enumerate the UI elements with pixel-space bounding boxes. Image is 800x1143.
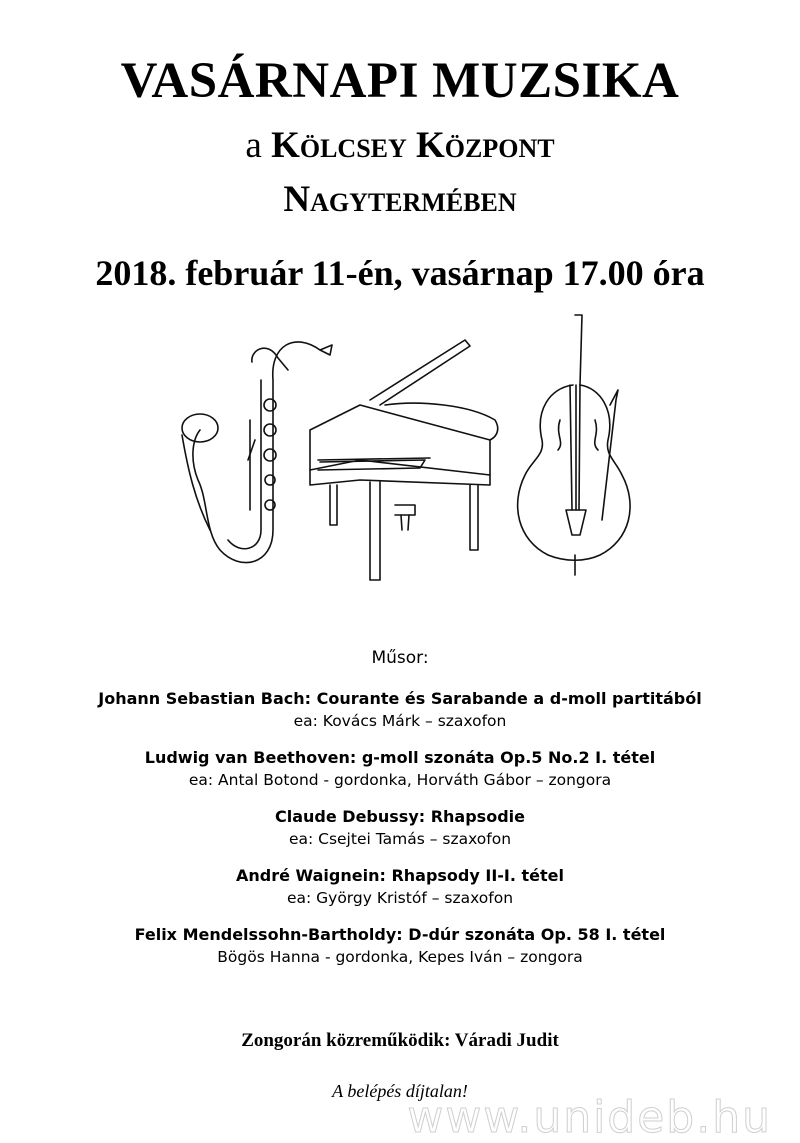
performers: ea: Kovács Márk – szaxofon [293, 712, 507, 730]
page-title: VASÁRNAPI MUZSIKA [120, 53, 680, 109]
piece-title: Felix Mendelssohn-Bartholdy: D-dúr szonáta Op. 58 I. tétel [134, 925, 666, 944]
venue-line [0, 124, 800, 167]
hall-name: Nagytermében [283, 179, 517, 220]
performers: ea: Csejtei Tamás – szaxofon [288, 830, 512, 848]
program-item [0, 747, 800, 791]
performers: ea: György Kristóf – szaxofon [286, 889, 514, 907]
piece-title: André Waignein: Rhapsody II-I. tétel [236, 866, 564, 885]
accompanist-note: Zongorán közreműködik: Váradi Judit [241, 1030, 559, 1051]
double-bass-icon [518, 315, 630, 575]
venue-name: Kölcsey Központ [271, 125, 555, 166]
performers: ea: Antal Botond - gordonka, Horváth Gábor – zongora [188, 771, 612, 789]
admission-note: A belépés díjtalan! [332, 1081, 468, 1101]
watermark: www.unideb.hu [407, 1092, 772, 1143]
program-item [0, 688, 800, 732]
event-date: 2018. február 11-én, vasárnap 17.00 óra [95, 253, 705, 293]
program-item [0, 865, 800, 909]
program-heading: Műsor: [371, 648, 429, 668]
venue-prefix: a [245, 125, 262, 166]
instruments-illustration [170, 310, 640, 600]
piece-title: Ludwig van Beethoven: g-moll szonáta Op.5 No.2 I. tétel [144, 748, 656, 767]
program-item [0, 924, 800, 968]
hall-line [0, 178, 800, 221]
piece-title: Johann Sebastian Bach: Courante és Sarabande a d-moll partitából [98, 689, 702, 708]
piano-icon [310, 340, 498, 580]
piece-title: Claude Debussy: Rhapsodie [275, 807, 525, 826]
program-list [0, 688, 800, 983]
program-item [0, 806, 800, 850]
performers: Bögös Hanna - gordonka, Kepes Iván – zongora [217, 948, 583, 966]
